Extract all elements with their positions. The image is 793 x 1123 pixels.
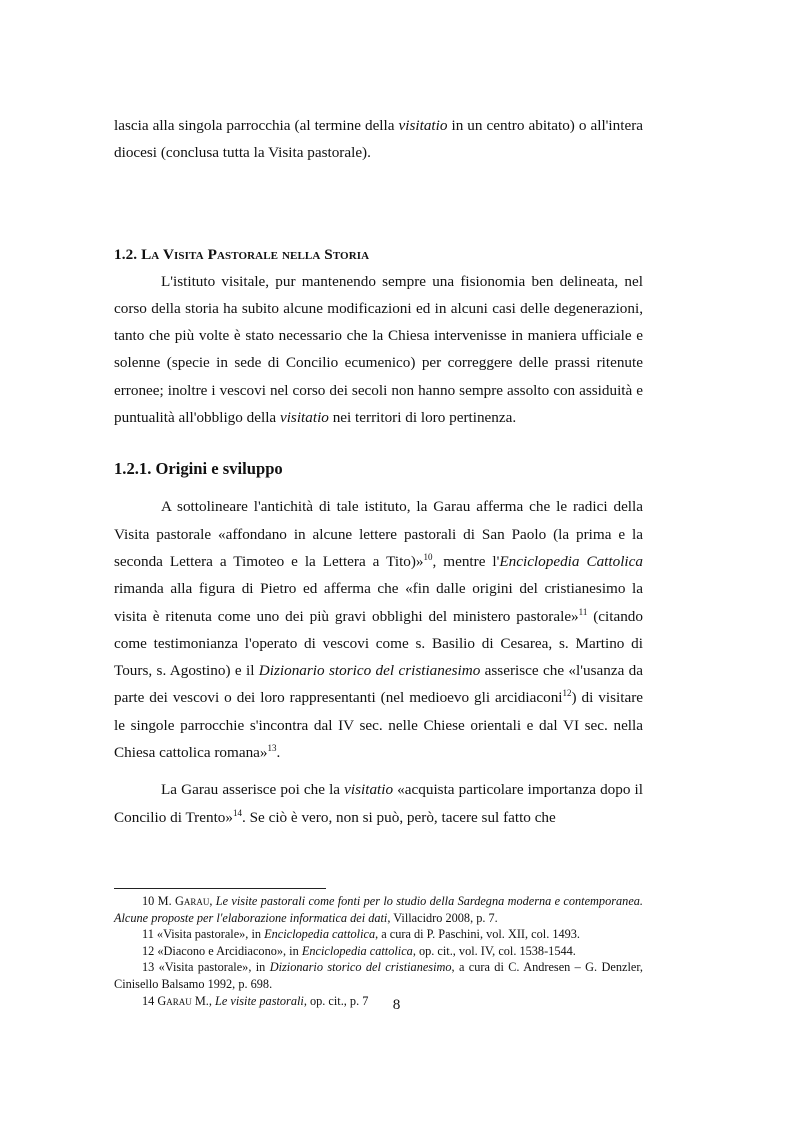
footnote-separator xyxy=(114,888,326,889)
footnote-ref-12[interactable]: 12 xyxy=(562,688,572,699)
paragraph-section: L'istituto visitale, pur mantenendo sempre una fisionomia ben delineata, nel corso della storia ha subito alcune modificazioni ed in alcuni casi delle degenerazioni, tanto che più volte è stato necessario che la Chiesa intervenisse in maniera ufficiale e solenne (specie in sede di Concilio ecumenico) per correggere delle prassi ritenute erronee; inoltre i vescovi nel corso dei secoli non hanno sempre assolto con assiduità e puntualità all'obbligo della visitatio nei territori di loro pertinenza. xyxy=(114,272,643,427)
paragraph-trento: La Garau asserisce poi che la visitatio «acquista particolare importanza dopo il Concilio di Trento»$^{14}$. Se ciò è vero, non si può, però, tacere sul fatto che xyxy=(114,781,643,826)
footnote-text: Le visite pastorali xyxy=(215,993,304,1008)
footnote-text: M. xyxy=(154,894,175,908)
footnote-text: , xyxy=(209,894,216,908)
section-title: 1.2. La Visita Pastorale nella Storia xyxy=(114,245,370,263)
footnote-ref-11[interactable]: 11 xyxy=(578,606,588,617)
footnote-text: Enciclopedia cattolica xyxy=(301,943,413,958)
footnote-ref-10[interactable]: 10 xyxy=(423,551,433,562)
footnote-text: Garau xyxy=(174,894,210,908)
footnote-text: Dizionario storico del cristianesimo xyxy=(269,960,452,975)
footnote-number: 13 xyxy=(142,960,155,975)
footnote-10 xyxy=(114,893,643,926)
footnote-text: Enciclopedia cattolica xyxy=(264,927,376,942)
paragraph-intro: lascia alla singola parrocchia (al termine della visitatio in un centro abitato) o all'intera diocesi (conclusa tutta la Visita pastorale). xyxy=(114,117,643,162)
footnote-text: Garau xyxy=(157,993,192,1008)
footnote-ref-13[interactable]: 13 xyxy=(267,742,277,753)
footnote-number: 10 xyxy=(142,894,155,908)
footnote-text: , op. cit., p. 7 xyxy=(303,993,369,1008)
footnote-text: , op. cit., vol. IV, col. 1538-1544. xyxy=(412,943,576,958)
footnote-text: «Visita pastorale», in xyxy=(154,960,270,975)
footnote-number: 12 xyxy=(142,943,155,958)
footnote-text: , a cura di C. Andresen – G. Denzler, Cinisello Balsamo 1992, p. 698. xyxy=(114,960,643,991)
footnote-text: , Villacidro 2008, p. 7. xyxy=(387,910,498,925)
page-body xyxy=(114,112,643,831)
subsection-title: 1.2.1. Origini e sviluppo xyxy=(114,459,283,479)
footnote-text: M., xyxy=(191,993,215,1008)
paragraph-origins: A sottolineare l'antichità di tale istituto, la Garau afferma che le radici della Visita pastorale «affondano in alcune lettere pastorali di San Paolo (la prima e la seconda Lettera a Timoteo e la Lettera a Tito)»$^{10}$, mentre l'Enciclopedia Cattolica rimanda alla figura di Pietro ed afferma che «fin dalle origini del cristianesimo la visita è ritenuta come uno dei più gravi obblighi del ministero pastorale»$^{11}$ (citando come testimonianza l'operato di vescovi come s. Basilio di Cesarea, s. Martino di Tours, s. Agostino) e il Dizionario storico del cristianesimo asserisce che «l'usanza da parte dei vescovi o dei loro rappresentanti (nel medioevo gli arcidiaconi$^{12}$) di visitare le singole parrocchie s'incontra dal IV sec. nelle Chiese orientali e dal VI sec. nella Chiesa cattolica romana»$^{13}$. xyxy=(114,498,644,762)
page-number: 8 xyxy=(392,996,401,1013)
footnote-text: «Diacono e Arcidiacono», in xyxy=(154,943,302,958)
footnote-text: Le visite pastorali come fonti per lo studio della Sardegna moderna e contemporanea. Alcune proposte per l'elaborazione informatica dei dati xyxy=(114,894,643,925)
footnote-13 xyxy=(114,959,643,992)
footnote-11 xyxy=(114,926,643,943)
footnote-number: 11 xyxy=(142,927,154,942)
footnote-12 xyxy=(114,943,643,960)
footnotes xyxy=(114,893,643,1009)
footnote-text: , a cura di P. Paschini, vol. XII, col. 1493. xyxy=(375,927,581,942)
footnote-ref-14[interactable]: 14 xyxy=(233,807,242,818)
footnote-number: 14 xyxy=(142,993,155,1008)
footnote-text: «Visita pastorale», in xyxy=(153,927,265,942)
